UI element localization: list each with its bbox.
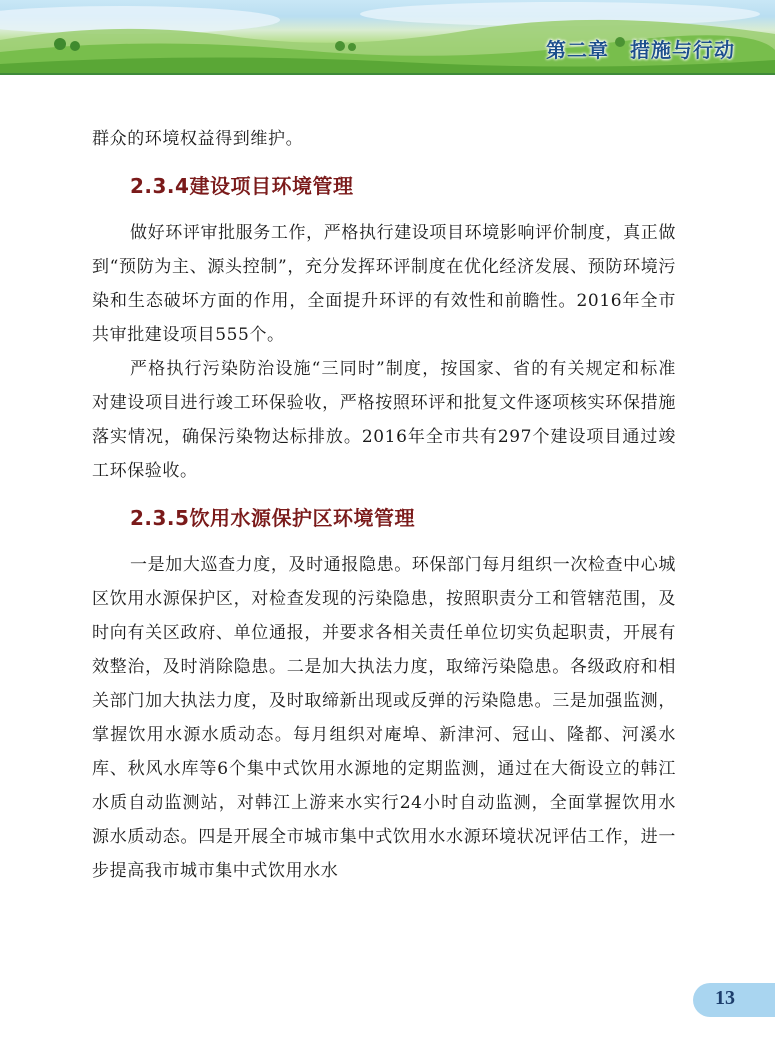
paragraph: 做好环评审批服务工作，严格执行建设项目环境影响评价制度，真正做到“预防为主、源头控制”，充分发挥环评制度在优化经济发展、预防环境污染和生态破坏方面的作用，全面提升环评的有效性和前瞻性。2016年全市共审批建设项目555个。 xyxy=(92,223,676,345)
section-heading-2-3-4: 2.3.4建设项目环境管理 xyxy=(130,174,354,198)
paragraph: 严格执行污染防治设施“三同时”制度，按国家、省的有关规定和标准对建设项目进行竣工环保验收，严格按照环评和批复文件逐项核实环保措施落实情况，确保污染物达标排放。2016年全市共有297个建设项目通过竣工环保验收。 xyxy=(92,359,676,481)
page-number-tab xyxy=(693,983,775,1017)
paragraph: 一是加大巡查力度，及时通报隐患。环保部门每月组织一次检查中心城区饮用水源保护区，对检查发现的污染隐患，按照职责分工和管辖范围，及时向有关区政府、单位通报，并要求各相关责任单位切实负起职责，开展有效整治，及时消除隐患。二是加大执法力度，取缔污染隐患。各级政府和相关部门加大执法力度，及时取缔新出现或反弹的污染隐患。三是加强监测，掌握饮用水源水质动态。每月组织对庵埠、新津河、冠山、隆都、河溪水库、秋风水库等6个集中式饮用水源地的定期监测，通过在大衙设立的韩江水质自动监测站，对韩江上游来水实行24小时自动监测，全面掌握饮用水源水质动态。四是开展全市城市集中式饮用水水源环境状况评估工作，进一步提高我市城市集中式饮用水水 xyxy=(92,555,676,881)
page-body xyxy=(92,122,676,888)
header-banner xyxy=(0,0,775,75)
chapter-title: 第二章 措施与行动 xyxy=(546,38,735,62)
section-heading-2-3-5: 2.3.5饮用水源保护区环境管理 xyxy=(130,506,415,530)
paragraph-continuation: 群众的环境权益得到维护。 xyxy=(92,129,304,149)
banner-divider xyxy=(0,73,775,75)
page-number: 13 xyxy=(715,987,735,1009)
